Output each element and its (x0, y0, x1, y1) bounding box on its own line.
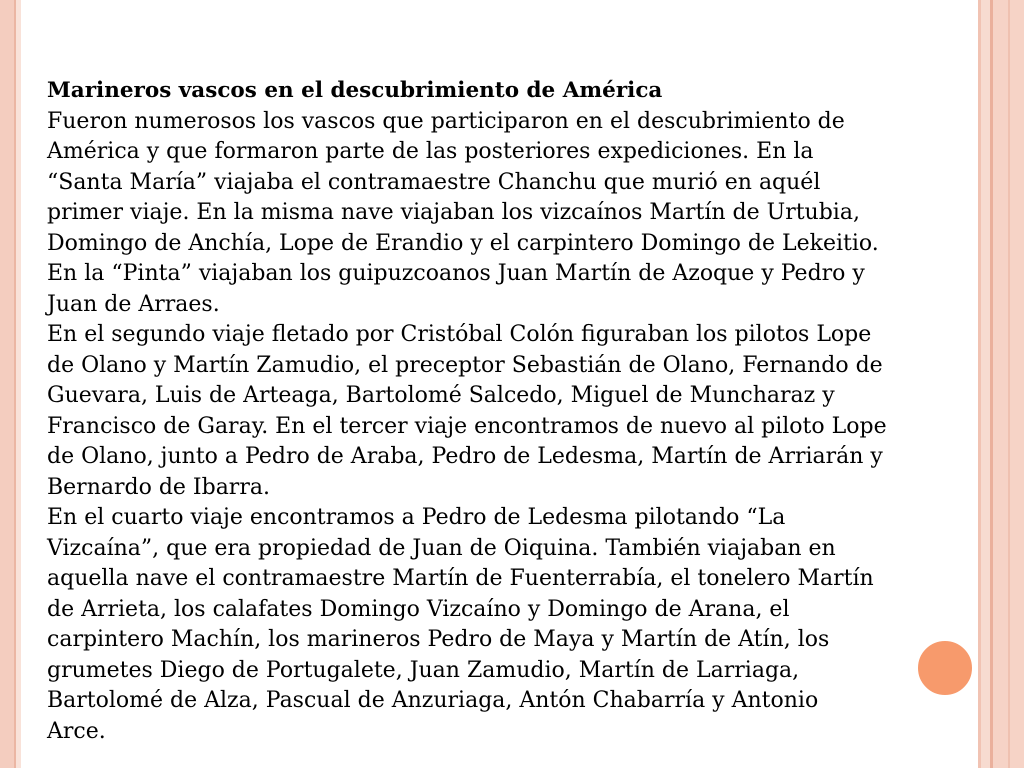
paragraph-3: En el cuarto viaje encontramos a Pedro de Ledesma pilotando “La Vizcaína”, que era propiedad de Juan de Oiquina. También viajaban en aquella nave el contramaestre Martín de Fuenterrabía, el tonelero Martín de Arrieta, los calafates Domingo Vizcaíno y Domingo de Arana, el carpintero Machín, los marineros Pedro de Maya y Martín de Atín, los grumetes Diego de Portugalete, Juan Zamudio, Martín de Larriaga, Bartolomé de Alza, Pascual de Anzuriaga, Antón Chabarría y Antonio Arce. (47, 505, 874, 744)
left-border-inner-stripe (16, 0, 21, 768)
paragraph-2: En el segundo viaje fletado por Cristóbal Colón figuraban los pilotos Lope de Olano y Martín Zamudio, el preceptor Sebastián de Olano, Fernando de Guevara, Luis de Arteaga, Bartolomé Salcedo, Miguel de Muncharaz y Francisco de Garay. En el tercer viaje encontramos de nuevo al piloto Lope de Olano, junto a Pedro de Araba, Pedro de Ledesma, Martín de Arriarán y Bernardo de Ibarra. (47, 322, 887, 500)
paragraph-1: Fueron numerosos los vascos que participaron en el descubrimiento de América y que formaron parte de las posteriores expediciones. En la “Santa María” viajaba el contramaestre Chanchu que murió en aquél primer viaje. En la misma nave viajaban los vizcaínos Martín de Urtubia, Domingo de Anchía, Lope de Erandio y el carpintero Domingo de Lekeitio. En la “Pinta” viajaban los guipuzcoanos Juan Martín de Azoque y Pedro y Juan de Arraes. (47, 108, 879, 317)
right-border-stripe (981, 0, 990, 768)
slide-content (47, 76, 947, 747)
slide-title: Marineros vascos en el descubrimiento de América (47, 78, 663, 103)
right-border-band-line (1008, 0, 1010, 768)
left-border-stripe (0, 0, 14, 768)
